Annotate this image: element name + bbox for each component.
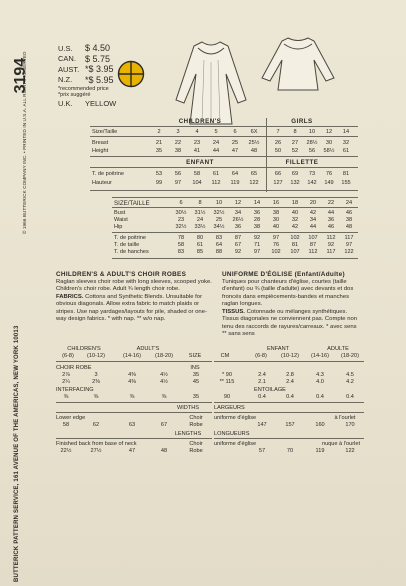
yardage-table-french: ENFANT ADULTE CM (6-8) (10-12) (14-16) (18-20) * 90 2.4 2.8 4.3 4.5 ** 115 2.1 2.4 4.0 4.2 ENTOILAGE 90 0.4 0.4 0.4 0.4 LARGEURS uniforme d'église à l'ourlet 147 157 160 170 LONGUEURS uniforme d'église nuque à l'ourlet 57 70 119 122 <box>214 346 364 506</box>
pattern-number: 3194 <box>11 57 29 94</box>
price-row: CAN. $ 5.75 <box>58 53 111 64</box>
description-english: CHILDREN'S & ADULT'S CHOIR ROBES Raglan sleeves choir robe with long sleeves, scooped yoke. Children's choir robe. Adult ¾ length choir robe. FABRICS. Cottons and Synthetic Blends. Unsuitable for obvious diagonals. Allow extra fabric to match plaids or stripes. Use nap yardages/layouts for pile, shaded or one-way design fabrics. * with nap. ** w/o nap. <box>56 271 212 322</box>
price-row: AUST. *$ 3.95 <box>58 64 114 75</box>
description-french: UNIFORME D'ÉGLISE (Enfant/Adulte) Tuniques pour chanteurs d'église, courtes (taille d'enfant) ou ¾ (taille d'adulte) avec devants et dos froncés dans empiècements-bandes et manches raglan longues. TISSUS. Cotonnade ou mélanges synthétiques. Tissus diagonales ne conviennent pas. Compte non tenu des raccords de rayures/carreaux. * avec sens ** sans sens <box>222 271 358 337</box>
price-note: *recommended price *prix suggéré <box>58 86 109 98</box>
front-view-sketch-icon <box>168 38 254 130</box>
price-row: U.K. YELLOW <box>58 98 117 108</box>
childrens-size-table: CHILDREN'S GIRLS Size/Taille 2 3 4 5 6 6X 7 8 10 12 14 Breast 21 22 23 24 25 25½ 26 27 28½ 30 32 Height 35 38 41 44 47 48 50 52 56 58½ 61 ENFANT FILLETTE T. de poitrine 53 56 58 61 64 65 66 69 73 76 81 Hauteur 99 97 104 112 119 122 127 132 142 149 155 <box>90 118 358 192</box>
compass-symbol-icon <box>117 60 145 88</box>
price-row: N.Z. *$ 5.95 <box>58 74 114 85</box>
adult-size-table: SIZE/TAILLE 6 8 10 12 14 16 18 20 22 24 Bust 30½ 31½ 32½ 34 36 38 40 42 44 46 Waist 23 24 25 26½ 28 30 32 34 36 38 Hip 32½ 33½ 34½ 36 38 40 42 44 46 48 T. de poitrine 78 80 83 87 92 97 102 107 112 117 T. de taille 58 61 64 67 71 76 81 87 92 97 T. de hanches 83 85 88 92 97 102 107 112 117 122 <box>112 197 358 259</box>
back-view-sketch-icon <box>256 34 340 92</box>
price-list <box>58 43 116 109</box>
copyright-line: © 1966 BUTTERICK COMPANY INC. • PRINTED IN U.S.A. ALL RIGHTS RESERVED <box>22 51 27 234</box>
yardage-table-english: CHILDREN'S ADULT'S (6-8) (10-12) (14-16) (18-20) SIZE CHOIR ROBE INS 2⅞ 3 4⅜ 4½ 35 2¼ 2⅜ 4⅜ 4½ 45 INTERFACING ⅜ ⅜ ⅜ ⅜ 35 WIDTHS Lower edge Choir 58 62 63 67 Robe LENGTHS Finished back from base of neck Choir 22½ 27½ 47 48 Robe <box>56 346 212 506</box>
publisher-line: BUTTERICK PATTERN SERVICE, 161 AVENUE OF THE AMERICAS, NEW YORK 10013 <box>14 325 20 582</box>
price-row: U.S. $ 4.50 <box>58 43 111 54</box>
